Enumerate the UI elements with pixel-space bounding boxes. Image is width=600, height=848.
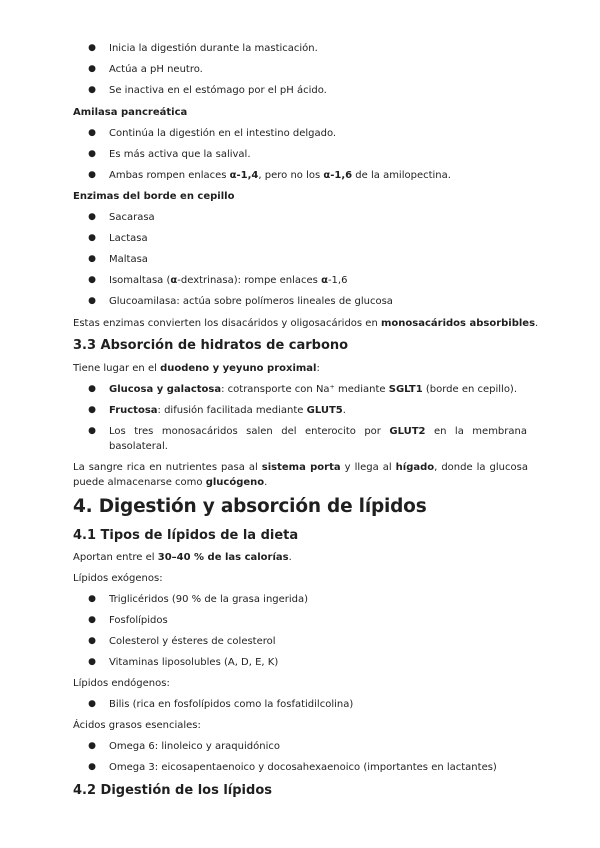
bullet-icon: ● [88, 762, 96, 772]
paragraph-blood: La sangre rica en nutrientes pasa al sistema porta y llega al hígado, donde la glucosa [73, 462, 528, 473]
list-item: Actúa a pH neutro. [109, 64, 203, 75]
bullet-icon: ● [88, 657, 96, 667]
bullet-icon: ● [88, 636, 96, 646]
list-item: Se inactiva en el estómago por el pH ácido. [109, 85, 327, 96]
list-item: Continúa la digestión en el intestino delgado. [109, 128, 337, 139]
bullet-icon: ● [88, 233, 96, 243]
list-item: Lactasa [109, 233, 148, 244]
list-item: Colesterol y ésteres de colesterol [109, 636, 276, 647]
bullet-icon: ● [88, 615, 96, 625]
subheading-amilasa: Amilasa pancreática [73, 107, 188, 118]
bullet-icon: ● [88, 296, 96, 306]
bullet-icon: ● [88, 426, 96, 436]
list-item-continuation: basolateral. [109, 441, 168, 452]
bullet-icon: ● [88, 212, 96, 222]
paragraph-intro: Tiene lugar en el duodeno y yeyuno proximal: [73, 363, 320, 374]
bullet-icon: ● [88, 699, 96, 709]
list-item: Triglicéridos (90 % de la grasa ingerida) [109, 594, 309, 605]
list-item: Omega 3: eicosapentaenoico y docosahexaenoico (importantes en lactantes) [109, 762, 497, 773]
subheading-enzimas: Enzimas del borde en cepillo [73, 191, 235, 202]
bullet-icon: ● [88, 85, 96, 95]
paragraph-summary: Estas enzimas convierten los disacáridos y oligosacáridos en monosacáridos absorbibles. [73, 318, 539, 329]
list-item: Sacarasa [109, 212, 155, 223]
chapter-heading-4: 4. Digestión y absorción de lípidos [73, 496, 427, 517]
bullet-icon: ● [88, 741, 96, 751]
section-heading-4-2: 4.2 Digestión de los lípidos [73, 783, 272, 798]
list-item: Inicia la digestión durante la masticación. [109, 43, 318, 54]
list-item: Es más activa que la salival. [109, 149, 251, 160]
list-item: Los tres monosacáridos salen del enterocito por GLUT2 en la membrana [109, 426, 527, 437]
paragraph-aportan: Aportan entre el 30–40 % de las calorías. [73, 552, 292, 563]
list-item: Glucoamilasa: actúa sobre polímeros lineales de glucosa [109, 296, 393, 307]
list-item: Vitaminas liposolubles (A, D, E, K) [109, 657, 279, 668]
bullet-icon: ● [88, 64, 96, 74]
list-item: Glucosa y galactosa: cotransporte con Na⁺ mediante SGLT1 (borde en cepillo). [109, 384, 518, 395]
bullet-icon: ● [88, 43, 96, 53]
list-item: Maltasa [109, 254, 148, 265]
bullet-icon: ● [88, 149, 96, 159]
list-item: Fosfolípidos [109, 615, 168, 626]
label-esenciales: Ácidos grasos esenciales: [73, 720, 201, 731]
bullet-icon: ● [88, 128, 96, 138]
section-heading-3-3: 3.3 Absorción de hidratos de carbono [73, 338, 349, 353]
bullet-icon: ● [88, 594, 96, 604]
bullet-icon: ● [88, 384, 96, 394]
list-item: Omega 6: linoleico y araquidónico [109, 741, 280, 752]
list-item: Ambas rompen enlaces α-1,4, pero no los α-1,6 de la amilopectina. [109, 170, 451, 181]
bullet-icon: ● [88, 170, 96, 180]
list-item: Isomaltasa (α-dextrinasa): rompe enlaces α-1,6 [109, 275, 348, 286]
bullet-icon: ● [88, 275, 96, 285]
section-heading-4-1: 4.1 Tipos de lípidos de la dieta [73, 528, 299, 543]
label-endogenos: Lípidos endógenos: [73, 678, 170, 689]
list-item: Fructosa: difusión facilitada mediante GLUT5. [109, 405, 346, 416]
paragraph-blood-continuation: puede almacenarse como glucógeno. [73, 477, 268, 488]
list-item: Bilis (rica en fosfolípidos como la fosfatidilcolina) [109, 699, 354, 710]
bullet-icon: ● [88, 405, 96, 415]
label-exogenos: Lípidos exógenos: [73, 573, 163, 584]
bullet-icon: ● [88, 254, 96, 264]
